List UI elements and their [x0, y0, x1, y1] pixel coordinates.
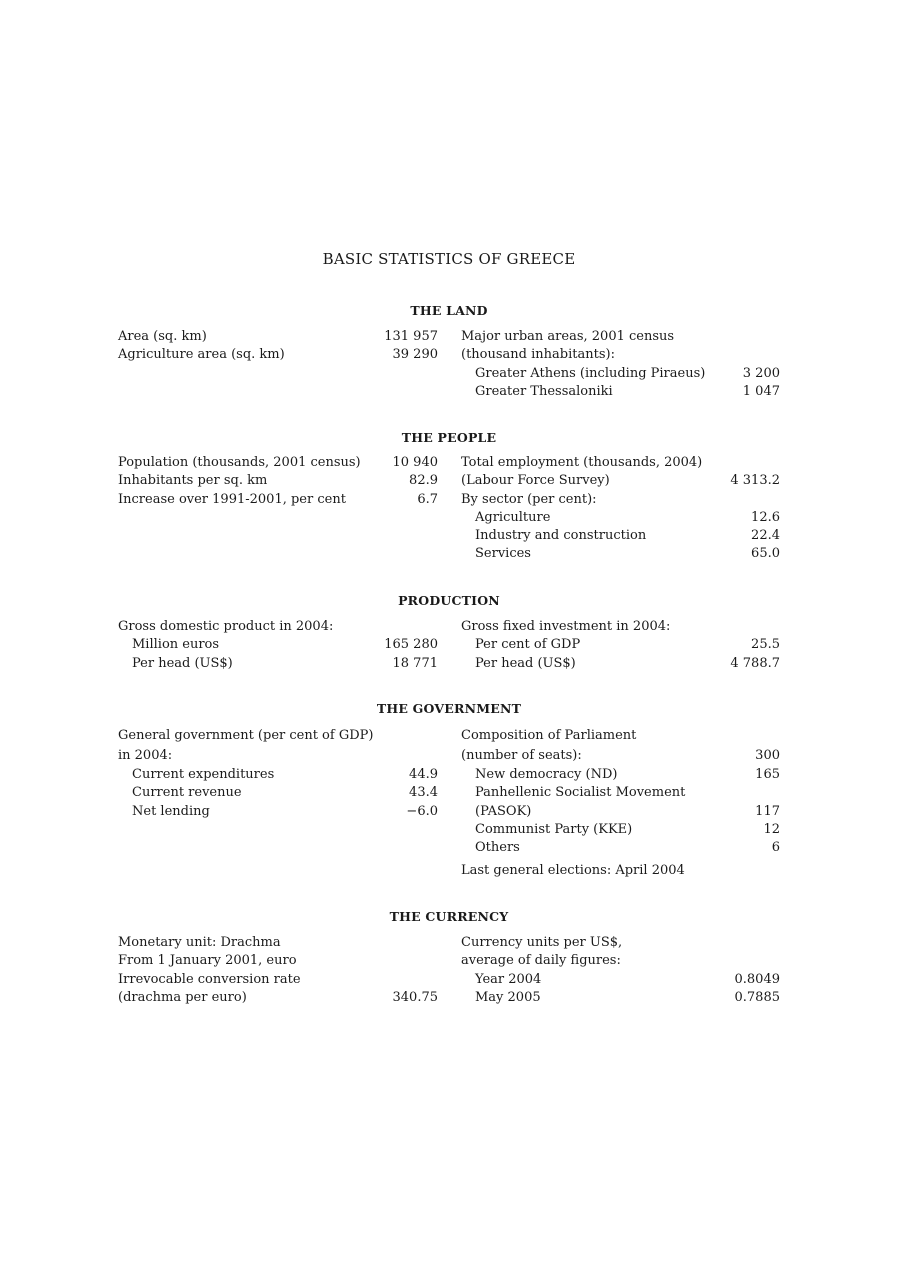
- stat-value: 65.0: [751, 546, 780, 562]
- stat-value: 3 200: [742, 365, 780, 381]
- production-right-column: [461, 618, 780, 673]
- stat-label: Year 2004: [475, 971, 542, 987]
- stat-row: [118, 454, 438, 472]
- stat-value: 0.7885: [734, 989, 780, 1005]
- stat-label: Area (sq. km): [118, 329, 207, 344]
- stat-label: New democracy (ND): [475, 767, 618, 782]
- land-left-column: [118, 328, 438, 365]
- stat-label: Total employment (thousands, 2004): [461, 455, 703, 470]
- stat-label: in 2004:: [118, 748, 173, 763]
- stat-value: 82.9: [409, 473, 438, 489]
- stat-row: [118, 952, 438, 970]
- stat-row: [461, 472, 780, 490]
- stat-value: 165: [755, 767, 780, 782]
- stat-label: Greater Thessaloniki: [475, 383, 613, 399]
- stat-label: (PASOK): [475, 803, 532, 819]
- stat-label: Major urban areas, 2001 census: [461, 329, 675, 344]
- stat-label: Irrevocable conversion rate: [118, 971, 301, 987]
- stat-value: 18 771: [392, 655, 438, 671]
- currency-right-column: [461, 934, 780, 1007]
- stat-value: −6.0: [406, 803, 438, 819]
- stat-value: 44.9: [409, 767, 438, 782]
- stat-label: General government (per cent of GDP): [118, 728, 374, 743]
- stat-row: [118, 934, 438, 952]
- document-title: BASIC STATISTICS OF GREECE: [322, 250, 576, 268]
- stat-row: [461, 491, 780, 509]
- stat-row: [461, 527, 780, 545]
- stat-value: 12.6: [751, 509, 780, 525]
- section-heading-currency: THE CURRENCY: [389, 909, 509, 924]
- stat-label: Increase over 1991-2001, per cent: [118, 491, 346, 507]
- stat-row: [461, 746, 780, 766]
- stat-label: (drachma per euro): [118, 989, 247, 1005]
- stat-row: [461, 971, 780, 989]
- stat-row: [461, 346, 780, 364]
- stat-label: Per cent of GDP: [475, 637, 581, 653]
- stat-label: Net lending: [132, 803, 210, 819]
- land-right-column: [461, 328, 780, 401]
- stat-value: 131 957: [384, 329, 438, 344]
- stat-label: Monetary unit: Drachma: [118, 935, 281, 950]
- section-heading-government: THE GOVERNMENT: [376, 701, 522, 716]
- stat-value: 340.75: [392, 989, 438, 1005]
- government-left-column: [118, 726, 438, 821]
- stat-label: Industry and construction: [475, 528, 647, 544]
- stat-row: [461, 509, 780, 527]
- stat-row: [461, 862, 780, 880]
- stat-label: Current expenditures: [132, 767, 275, 782]
- stat-row: [118, 726, 438, 746]
- stat-label: (thousand inhabitants):: [461, 347, 615, 363]
- stat-label: Per head (US$): [132, 655, 233, 671]
- stat-label: Communist Party (KKE): [475, 821, 633, 837]
- production-left-column: [118, 618, 438, 673]
- stat-label: May 2005: [475, 989, 541, 1005]
- stat-value: 4 788.7: [730, 655, 780, 671]
- stat-value: 1 047: [742, 383, 780, 399]
- stat-row: [118, 989, 438, 1007]
- stat-label: Gross fixed investment in 2004:: [461, 619, 671, 634]
- stat-label: Services: [475, 546, 531, 562]
- stat-row: [461, 454, 780, 472]
- stat-label: Composition of Parliament: [461, 728, 637, 743]
- stat-label: Million euros: [132, 637, 220, 653]
- stat-row: [461, 766, 780, 784]
- government-right-column: [461, 726, 780, 881]
- stat-value: 300: [755, 748, 780, 763]
- stat-value: 10 940: [392, 455, 438, 470]
- stat-row: [118, 346, 438, 364]
- stat-label: Inhabitants per sq. km: [118, 473, 268, 489]
- stat-row: [118, 491, 438, 509]
- stat-label: average of daily figures:: [461, 953, 621, 969]
- stat-label: Gross domestic product in 2004:: [118, 619, 334, 634]
- section-heading-people: THE PEOPLE: [401, 430, 497, 445]
- stat-row: [118, 803, 438, 821]
- stat-label: Agriculture: [475, 509, 551, 525]
- stat-row: [118, 618, 438, 636]
- stat-label: (number of seats):: [461, 748, 582, 763]
- stat-label: Others: [475, 840, 520, 856]
- stat-row: [461, 839, 780, 857]
- stat-row: [461, 365, 780, 383]
- stat-row: [118, 655, 438, 673]
- stat-row: [461, 545, 780, 563]
- stat-value: 0.8049: [734, 971, 780, 987]
- stat-value: 39 290: [392, 347, 438, 363]
- stat-value: 4 313.2: [730, 473, 780, 489]
- stat-label: Last general elections: April 2004: [461, 863, 685, 879]
- stat-label: Panhellenic Socialist Movement: [475, 785, 686, 801]
- stat-row: [461, 784, 780, 802]
- stat-row: [118, 746, 438, 766]
- stat-value: 12: [763, 821, 780, 837]
- stat-row: [118, 636, 438, 654]
- stat-label: Population (thousands, 2001 census): [118, 455, 361, 470]
- stat-row: [461, 636, 780, 654]
- stat-row: [118, 328, 438, 346]
- stat-row: [118, 971, 438, 989]
- stat-row: [118, 472, 438, 490]
- stat-row: [461, 383, 780, 401]
- stat-row: [118, 784, 438, 802]
- stat-row: [461, 803, 780, 821]
- stat-value: 22.4: [751, 528, 780, 544]
- stat-label: From 1 January 2001, euro: [118, 953, 297, 969]
- stat-value: 25.5: [751, 637, 780, 653]
- stat-label: Per head (US$): [475, 655, 576, 671]
- currency-left-column: [118, 934, 438, 1007]
- section-heading-production: PRODUCTION: [398, 593, 500, 608]
- stat-label: By sector (per cent):: [461, 491, 597, 507]
- section-heading-land: THE LAND: [410, 303, 488, 318]
- people-left-column: [118, 454, 438, 509]
- stat-row: [461, 618, 780, 636]
- stat-label: Current revenue: [132, 785, 242, 801]
- stat-label: (Labour Force Survey): [461, 473, 610, 489]
- stat-label: Agriculture area (sq. km): [118, 347, 285, 363]
- stat-value: 6: [771, 840, 780, 856]
- stat-row: [461, 821, 780, 839]
- stat-value: 117: [755, 803, 780, 819]
- stat-row: [461, 655, 780, 673]
- stat-row: [461, 989, 780, 1007]
- people-right-column: [461, 454, 780, 564]
- stat-label: Greater Athens (including Piraeus): [475, 365, 706, 381]
- stat-value: 6.7: [417, 491, 438, 507]
- stat-row: [461, 934, 780, 952]
- stat-row: [461, 952, 780, 970]
- stat-value: 43.4: [409, 785, 438, 801]
- stat-label: Currency units per US$,: [461, 935, 623, 950]
- stat-value: 165 280: [384, 637, 438, 653]
- stat-row: [461, 328, 780, 346]
- stat-row: [461, 726, 780, 746]
- stat-row: [118, 766, 438, 784]
